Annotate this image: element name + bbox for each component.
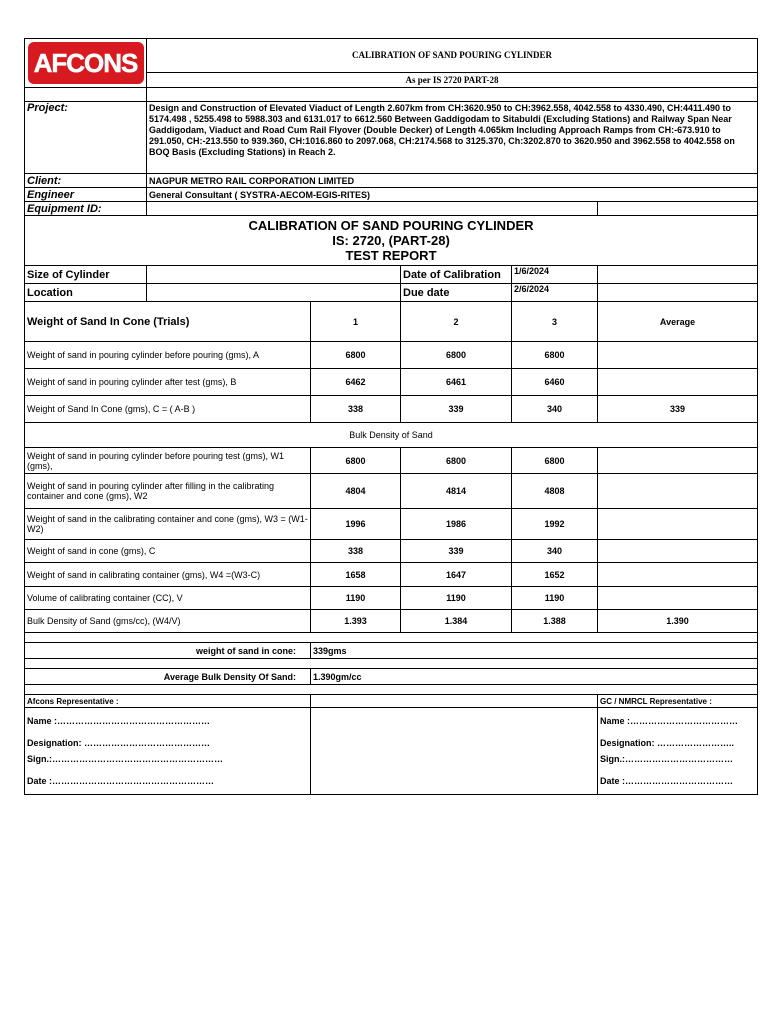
blank-cell (311, 695, 598, 708)
logo-cell (25, 39, 147, 88)
date-label: Date of Calibration (401, 266, 512, 284)
spacer-row (25, 685, 758, 695)
cone-row-label: Weight of sand in pouring cylinder after test (gms), B (25, 369, 311, 396)
bulk-row-value: 338 (311, 540, 401, 563)
blank-cell (598, 266, 758, 284)
gc-signature-block (598, 708, 758, 795)
blank-cell (598, 284, 758, 302)
cone-row-average: 339 (598, 396, 758, 423)
logo-text: AFCONS (33, 47, 138, 78)
afcons-date: Date :……………………………………………… (27, 776, 215, 786)
calibration-sheet (24, 38, 757, 795)
bulk-row-average (598, 563, 758, 587)
bulk-row-value: 6800 (401, 448, 512, 474)
bulk-row-label: Weight of sand in pouring cylinder before pouring test (gms), W1 (gms), (25, 448, 311, 474)
bulk-row-value: 4814 (401, 474, 512, 509)
cone-col-2: 2 (401, 302, 512, 342)
report-title (25, 216, 758, 266)
bulk-row-value: 4808 (512, 474, 598, 509)
engineer-value: General Consultant ( SYSTRA-AECOM-EGIS-RITES) (147, 188, 758, 202)
page-subtitle: As per IS 2720 PART-28 (147, 72, 758, 87)
cone-col-1: 1 (311, 302, 401, 342)
location-value (147, 284, 401, 302)
summary-density-label: Average Bulk Density Of Sand: (25, 669, 311, 685)
cone-row-value: 6800 (401, 342, 512, 369)
due-label: Due date (401, 284, 512, 302)
bulk-row-value: 6800 (512, 448, 598, 474)
bulk-heading: Bulk Density of Sand (25, 423, 758, 448)
bulk-row-average (598, 587, 758, 610)
cone-row-value: 6462 (311, 369, 401, 396)
bulk-row-label: Weight of sand in cone (gms), C (25, 540, 311, 563)
cone-row-label: Weight of Sand In Cone (gms), C = ( A-B ) (25, 396, 311, 423)
gc-sign: Sign.:……………………………… (600, 754, 733, 764)
page-title: CALIBRATION OF SAND POURING CYLINDER (147, 39, 758, 73)
cone-row-value: 6460 (512, 369, 598, 396)
cone-row-value: 6461 (401, 369, 512, 396)
equipment-label: Equipment ID: (25, 202, 147, 216)
project-value: Design and Construction of Elevated Viaduct of Length 2.607km from CH:3620.950 to CH:3962.558, 4042.558 to 4330.490, CH:4411.490 to 5174.498 , 5255.498 to 5988.303 and 6131.017 to 6612.560 Between Gaddigodam to Sitabuldi (Excluding Stations) and Railway Span Near Gaddigodam, Viaduct and Road Cum Rail Flyover (Double Decker) of Length 4.065km Including Approach Ramps from CH:-673.910 to 291.050, CH:-213.550 to 939.360, CH:1016.860 to 2097.068, CH:2174.568 to 3125.370, Ch:3202.870 to 3620.950 and 3962.558 to 4042.558 on BOQ Basis (Excluding Stations) in Reach 2. (147, 102, 758, 174)
cone-row-value: 6800 (311, 342, 401, 369)
afcons-logo (28, 42, 144, 84)
afcons-name: Name :…………………………………………… (27, 716, 211, 726)
client-label: Client: (25, 174, 147, 188)
report-title-line2: IS: 2720, (PART-28) (332, 233, 450, 248)
cone-row-value: 338 (311, 396, 401, 423)
bulk-row-label: Weight of sand in pouring cylinder after filling in the calibrating container and cone (gms), W2 (25, 474, 311, 509)
report-title-line1: CALIBRATION OF SAND POURING CYLINDER (248, 218, 534, 233)
date-value: 1/6/2024 (512, 266, 598, 284)
cone-col-3: 3 (512, 302, 598, 342)
bulk-row-value: 4804 (311, 474, 401, 509)
gc-name: Name :……………………………… (600, 716, 739, 726)
bulk-row-value: 6800 (311, 448, 401, 474)
gc-rep-title: GC / NMRCL Representative : (598, 695, 758, 708)
afcons-rep-title: Afcons Representative : (25, 695, 311, 708)
bulk-row-value: 1190 (512, 587, 598, 610)
bulk-row-average (598, 448, 758, 474)
spacer-row (25, 659, 758, 669)
summary-cone-label: weight of sand in cone: (25, 643, 311, 659)
project-label: Project: (25, 102, 147, 174)
report-title-line3: TEST REPORT (345, 248, 437, 263)
bulk-row-value: 1190 (401, 587, 512, 610)
bulk-row-average (598, 474, 758, 509)
engineer-label: Engineer (25, 188, 147, 202)
summary-density-value: 1.390gm/cc (311, 669, 758, 685)
bulk-row-value: 1.393 (311, 610, 401, 633)
bulk-row-average (598, 540, 758, 563)
bulk-row-value: 340 (512, 540, 598, 563)
cone-row-label: Weight of sand in pouring cylinder before pouring (gms), A (25, 342, 311, 369)
location-label: Location (25, 284, 147, 302)
bulk-row-average (598, 509, 758, 540)
blank-cell (25, 88, 147, 102)
bulk-row-label: Bulk Density of Sand (gms/cc), (W4/V) (25, 610, 311, 633)
cone-row-value: 6800 (512, 342, 598, 369)
size-value (147, 266, 401, 284)
bulk-row-value: 1992 (512, 509, 598, 540)
cone-row-value: 340 (512, 396, 598, 423)
blank-cell (598, 202, 758, 216)
due-value: 2/6/2024 (512, 284, 598, 302)
gc-date: Date :……………………………… (600, 776, 734, 786)
equipment-value (147, 202, 598, 216)
bulk-row-value: 1986 (401, 509, 512, 540)
bulk-row-value: 1658 (311, 563, 401, 587)
cone-row-average (598, 342, 758, 369)
gc-designation: Designation: …………………….. (600, 738, 735, 748)
cone-row-average (598, 369, 758, 396)
bulk-row-value: 339 (401, 540, 512, 563)
bulk-row-label: Weight of sand in the calibrating container and cone (gms), W3 = (W1-W2) (25, 509, 311, 540)
summary-cone-value: 339gms (311, 643, 758, 659)
afcons-signature-block (25, 708, 311, 795)
cone-heading: Weight of Sand In Cone (Trials) (25, 302, 311, 342)
spacer-row (25, 633, 758, 643)
bulk-row-value: 1.388 (512, 610, 598, 633)
size-label: Size of Cylinder (25, 266, 147, 284)
bulk-row-value: 1647 (401, 563, 512, 587)
bulk-row-value: 1996 (311, 509, 401, 540)
cone-row-value: 339 (401, 396, 512, 423)
afcons-designation: Designation: …………………………………… (27, 738, 211, 748)
client-value: NAGPUR METRO RAIL CORPORATION LIMITED (147, 174, 758, 188)
bulk-row-average: 1.390 (598, 610, 758, 633)
bulk-row-label: Weight of sand in calibrating container (gms), W4 =(W3-C) (25, 563, 311, 587)
afcons-sign: Sign.:………………………………………………… (27, 754, 223, 764)
bulk-row-value: 1.384 (401, 610, 512, 633)
blank-cell (147, 88, 758, 102)
report-table (24, 38, 758, 795)
blank-cell (311, 708, 598, 795)
bulk-row-value: 1190 (311, 587, 401, 610)
bulk-row-value: 1652 (512, 563, 598, 587)
cone-col-average: Average (598, 302, 758, 342)
bulk-row-label: Volume of calibrating container (CC), V (25, 587, 311, 610)
